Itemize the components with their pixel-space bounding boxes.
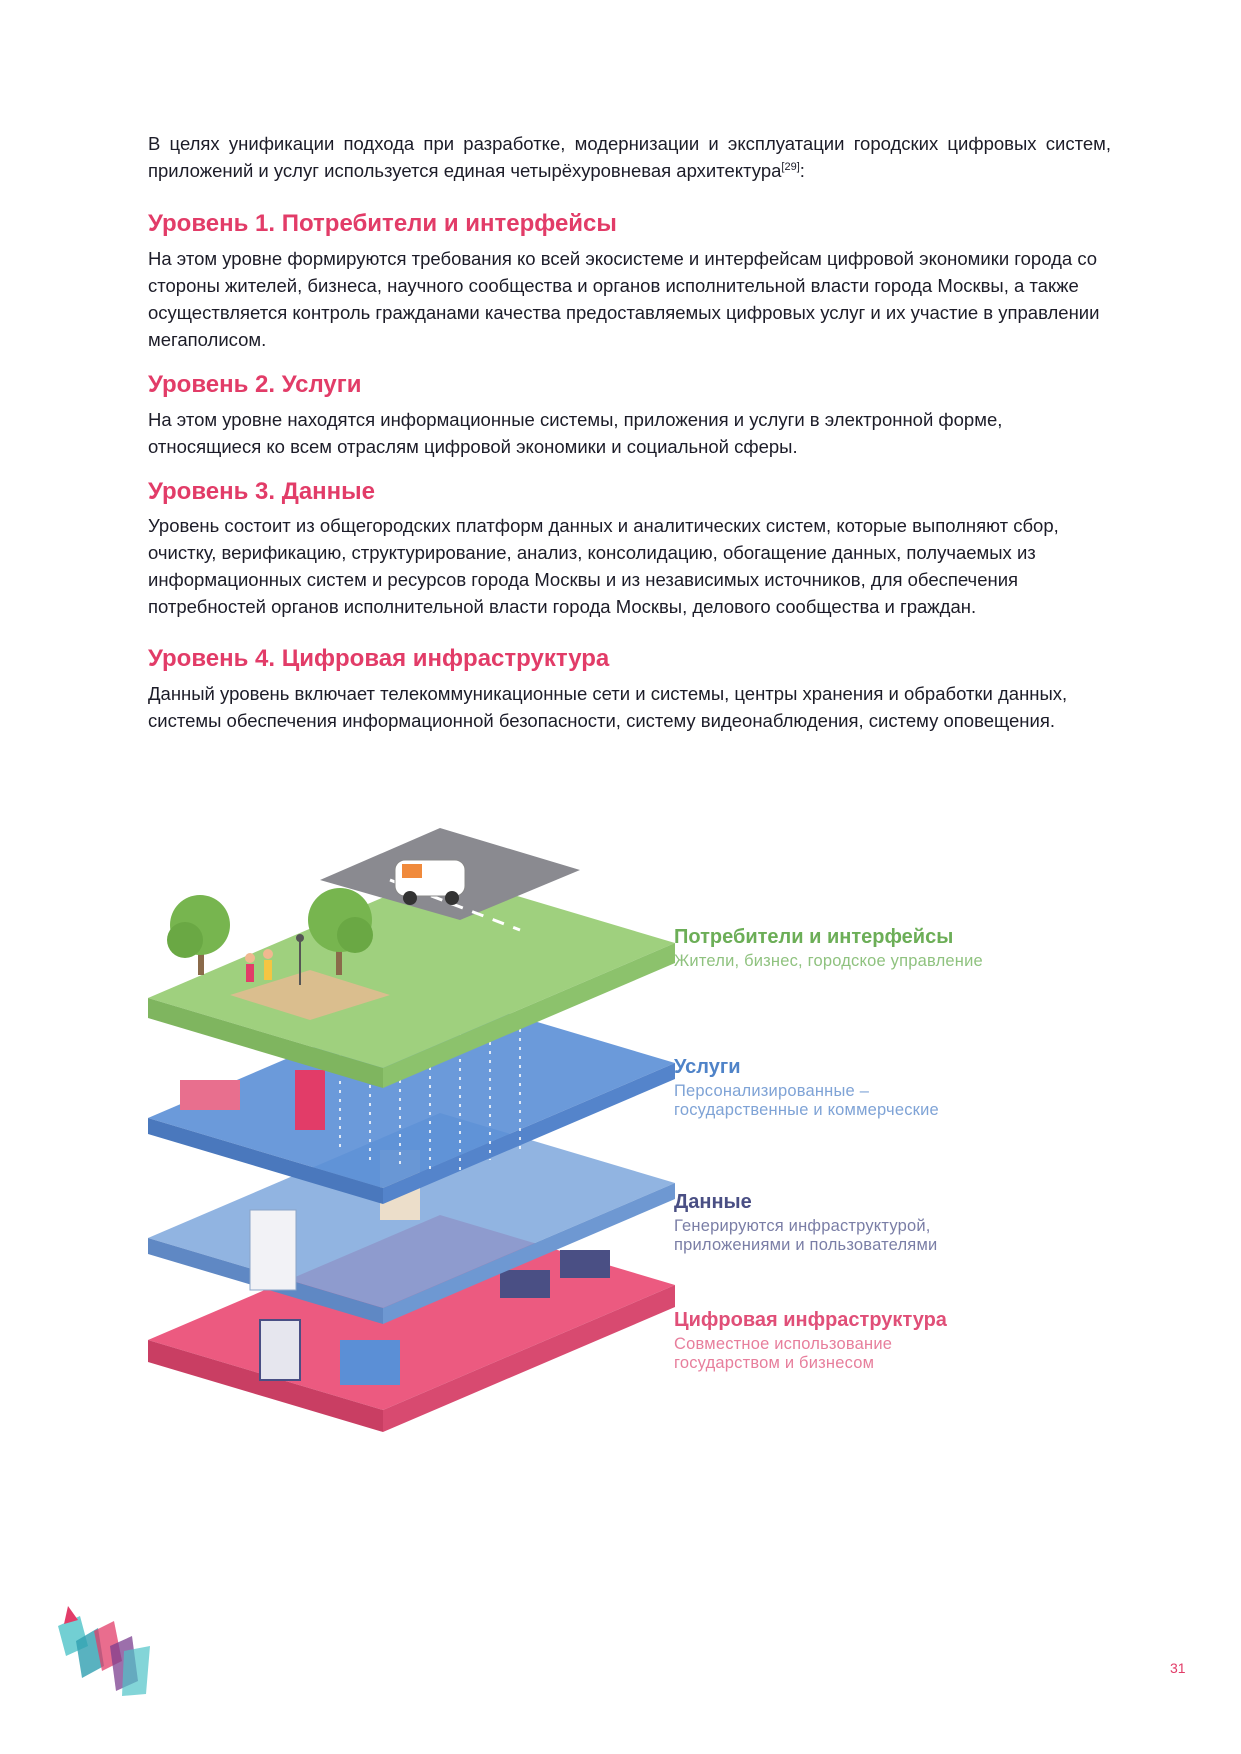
intro-paragraph <box>148 130 1111 184</box>
intro-text: В целях унификации подхода при разработке, модернизации и эксплуатации городских цифровых систем, приложений и услуг используется единая четырёхуровневая архитектура <box>148 133 1111 181</box>
legend-line-2: государственные и коммерческие <box>674 1101 939 1119</box>
legend-line-2: приложениями и пользователями <box>674 1236 938 1254</box>
logo-icon <box>58 1606 162 1698</box>
level-2-title: Уровень 2. Услуги <box>148 371 362 398</box>
intro-tail: : <box>799 160 805 181</box>
legend-subtitle <box>674 1335 1094 1373</box>
legend-subtitle <box>674 1217 1094 1255</box>
legend-subtitle: Жители, бизнес, городское управление <box>674 952 983 970</box>
level-4-title: Уровень 4. Цифровая инфраструктура <box>148 645 610 672</box>
architecture-illustration <box>140 820 680 1520</box>
legend-subtitle <box>674 1082 1094 1120</box>
legend-title: Услуги <box>674 1056 741 1078</box>
legend-title: Цифровая инфраструктура <box>674 1309 947 1331</box>
legend-line-1: Совместное использование <box>674 1335 893 1353</box>
legend-item-consumers <box>674 925 1094 971</box>
legend-line-1: Генерируются инфраструктурой, <box>674 1217 931 1235</box>
level-4-text: Данный уровень включает телекоммуникационные сети и системы, центры хранения и обработки данных, системы обеспечения информационной безопасности, систему видеонаблюдения, систему оповещения. <box>148 683 1068 731</box>
legend-item-data <box>674 1190 1094 1255</box>
legend-line-1: Персонализированные – <box>674 1082 870 1100</box>
level-1-text: На этом уровне формируются требования ко всей экосистеме и интерфейсам цифровой экономики города со стороны жителей, бизнеса, научного сообщества и органов исполнительной власти города Москвы, а также осуществляется контроль гражданами качества предоставляемых цифровых услуг и их участие в управлении мегаполисом. <box>148 248 1100 350</box>
level-3-text: Уровень состоит из общегородских платформ данных и аналитических систем, которые выполняют сбор, очистку, верификацию, структурирование, анализ, консолидацию, обогащение данных, получаемых из информационных систем и ресурсов города Москвы и из независимых источников, для обеспечения потребностей органов исполнительной власти города Москвы, делового сообщества и граждан. <box>148 515 1059 617</box>
legend-line-2: государством и бизнесом <box>674 1354 875 1372</box>
legend-item-infrastructure <box>674 1308 1094 1373</box>
level-2-text: На этом уровне находятся информационные системы, приложения и услуги в электронной форме, относящиеся ко всем отраслям цифровой экономики и социальной сферы. <box>148 409 1003 457</box>
tree-icon <box>167 895 230 975</box>
footnote-reference[interactable]: [29] <box>781 161 800 173</box>
legend-item-services <box>674 1055 1094 1120</box>
page-number: 31 <box>1170 1660 1186 1676</box>
level-3-title: Уровень 3. Данные <box>148 478 376 505</box>
legend-title: Потребители и интерфейсы <box>674 926 954 948</box>
level-1-title: Уровень 1. Потребители и интерфейсы <box>148 210 617 237</box>
legend-title: Данные <box>674 1191 752 1213</box>
